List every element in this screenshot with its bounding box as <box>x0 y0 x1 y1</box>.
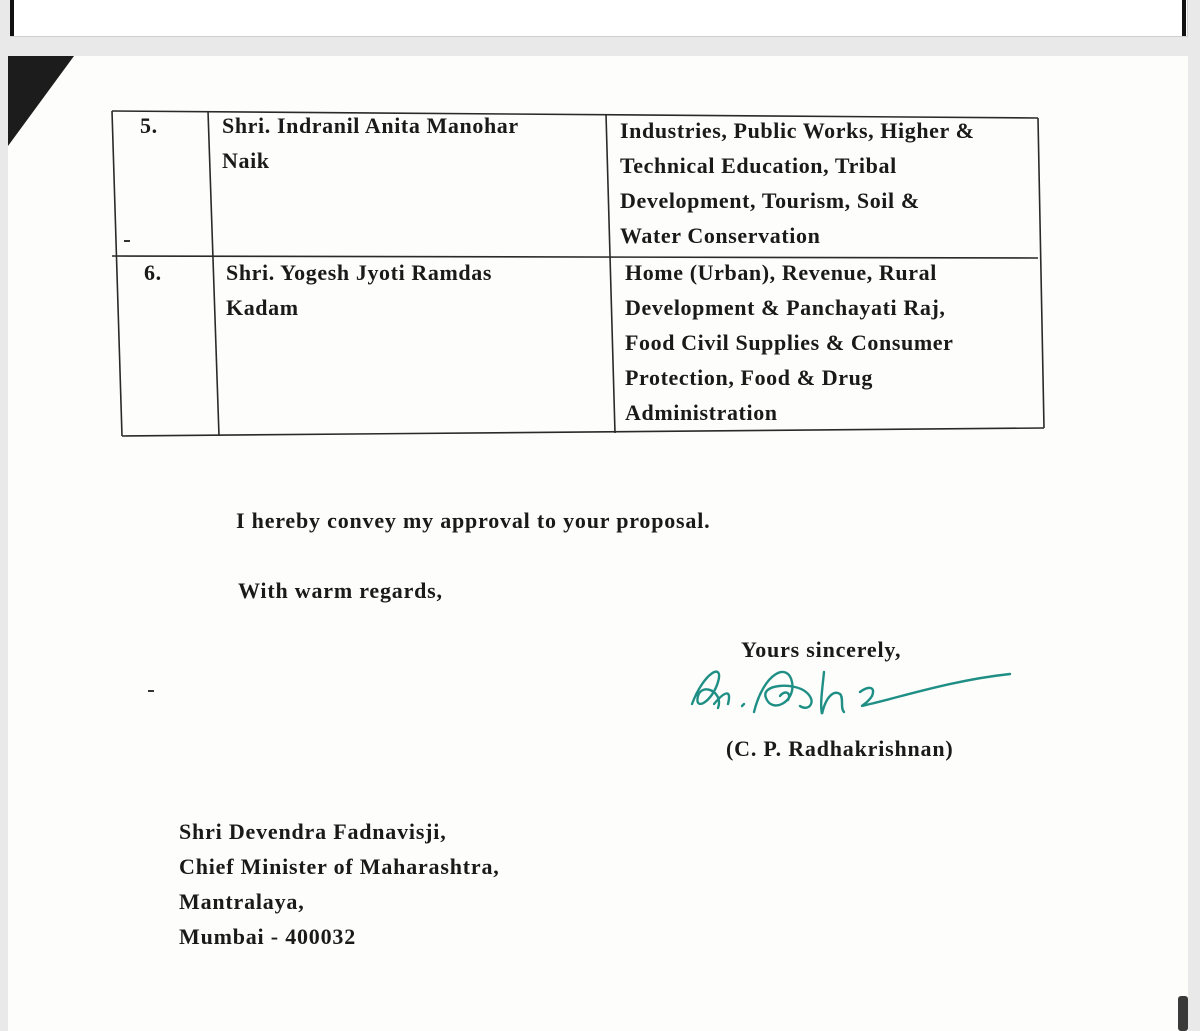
previous-page-border-right <box>1182 0 1186 36</box>
row-6-portfolio-line-4: Protection, Food & Drug <box>625 365 874 390</box>
row-6-portfolio-line-5: Administration <box>625 400 778 425</box>
address-line-3: Mantralaya, <box>179 889 305 914</box>
scan-speck <box>148 690 154 692</box>
previous-page-border-left <box>10 0 14 36</box>
previous-page-edge <box>10 0 1188 37</box>
row-6-number: 6. <box>144 260 162 285</box>
address-line-4: Mumbai - 400032 <box>179 924 356 949</box>
scan-speck <box>124 240 130 242</box>
row-5-portfolio-line-3: Development, Tourism, Soil & <box>620 188 920 213</box>
row-6-name <box>226 255 492 325</box>
row-5-portfolio-line-4: Water Conservation <box>620 223 821 248</box>
row-5-portfolio <box>620 113 975 253</box>
row-6-name-line-2: Kadam <box>226 295 299 320</box>
row-5-name-line-2: Naik <box>222 148 270 173</box>
row-5-number: 5. <box>140 113 158 138</box>
row-5-portfolio-line-2: Technical Education, Tribal <box>620 153 897 178</box>
row-5-name-line-1: Shri. Indranil Anita Manohar <box>222 113 519 138</box>
row-6-portfolio-line-3: Food Civil Supplies & Consumer <box>625 330 954 355</box>
recipient-address <box>179 814 500 954</box>
row-6-portfolio-line-2: Development & Panchayati Raj, <box>625 295 946 320</box>
row-5-portfolio-line-1: Industries, Public Works, Higher & <box>620 118 975 143</box>
document-page <box>8 56 1188 1031</box>
row-5-name <box>222 108 519 178</box>
handwritten-signature <box>684 652 1014 732</box>
signatory-name: (C. P. Radhakrishnan) <box>726 736 954 761</box>
row-6-name-line-1: Shri. Yogesh Jyoti Ramdas <box>226 260 492 285</box>
regards-line: With warm regards, <box>238 578 443 603</box>
page-scrollbar-thumb[interactable] <box>1178 996 1188 1031</box>
approval-sentence: I hereby convey my approval to your proposal. <box>236 508 711 533</box>
closing-line: Yours sincerely, <box>741 637 902 662</box>
address-line-2: Chief Minister of Maharashtra, <box>179 854 500 879</box>
address-line-1: Shri Devendra Fadnavisji, <box>179 819 447 844</box>
row-6-portfolio <box>625 255 954 430</box>
row-6-portfolio-line-1: Home (Urban), Revenue, Rural <box>625 260 937 285</box>
